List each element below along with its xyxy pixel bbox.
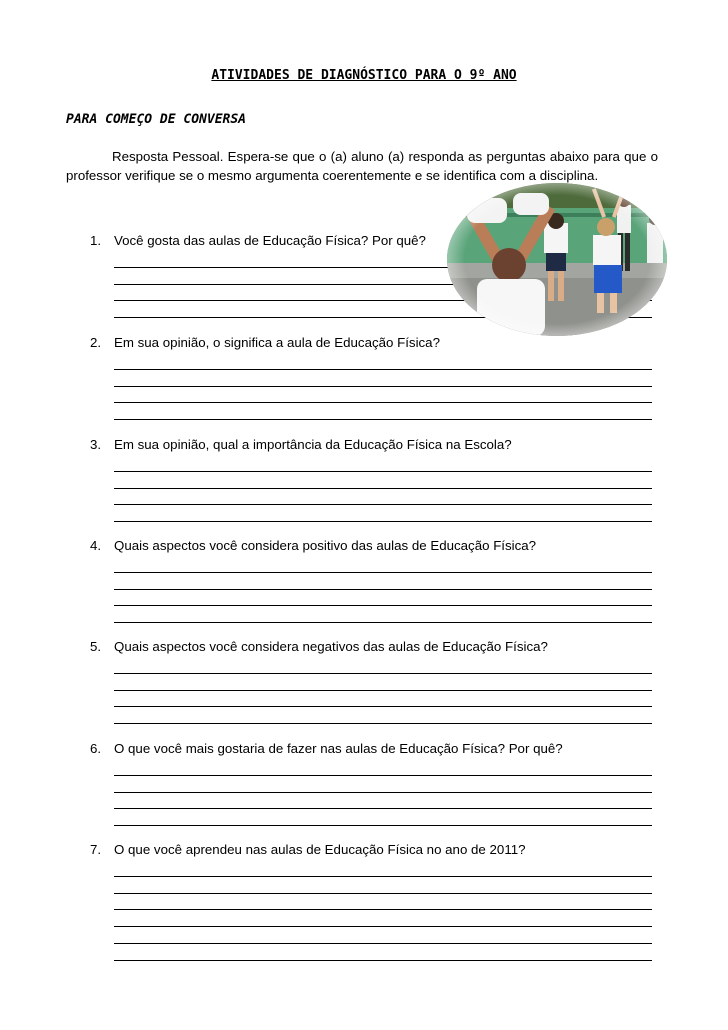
answer-lines[interactable] [114, 455, 660, 522]
answer-line[interactable] [114, 556, 652, 573]
answer-line[interactable] [114, 860, 652, 877]
answer-line[interactable] [114, 793, 652, 810]
answer-line[interactable] [114, 894, 652, 911]
answer-line[interactable] [114, 505, 652, 522]
answer-line[interactable] [114, 759, 652, 776]
question-label: Quais aspectos você considera positivo das aulas de Educação Física? [114, 538, 537, 553]
question-number: 7. [90, 842, 102, 857]
question-text [90, 334, 660, 351]
question-label: O que você aprendeu nas aulas de Educação Física no ano de 2011? [114, 842, 526, 857]
question-number: 4. [90, 538, 102, 553]
question-label: Em sua opinião, qual a importância da Educação Física na Escola? [114, 437, 512, 452]
section-heading: PARA COMEÇO DE CONVERSA [66, 112, 247, 127]
answer-line[interactable] [114, 370, 652, 387]
answer-lines[interactable] [114, 759, 660, 826]
answer-line[interactable] [114, 573, 652, 590]
answer-line[interactable] [114, 707, 652, 724]
answer-line[interactable] [114, 455, 652, 472]
question-text [90, 841, 660, 858]
question-text [90, 537, 660, 554]
question-7 [90, 841, 660, 961]
question-number: 5. [90, 639, 102, 654]
question-3 [90, 436, 660, 522]
answer-line[interactable] [114, 590, 652, 607]
question-5 [90, 638, 660, 724]
answer-line[interactable] [114, 910, 652, 927]
answer-line[interactable] [114, 657, 652, 674]
question-number: 1. [90, 233, 102, 248]
answer-lines[interactable] [114, 353, 660, 420]
answer-line[interactable] [114, 353, 652, 370]
question-label: Você gosta das aulas de Educação Física? Por quê? [114, 233, 426, 248]
question-6 [90, 740, 660, 826]
answer-line[interactable] [114, 674, 652, 691]
question-number: 2. [90, 335, 102, 350]
page-title: ATIVIDADES DE DIAGNÓSTICO PARA O 9º ANO [211, 68, 517, 83]
answer-line[interactable] [114, 809, 652, 826]
answer-lines[interactable] [114, 860, 660, 961]
answer-line[interactable] [114, 927, 652, 944]
answer-line[interactable] [114, 472, 652, 489]
answer-line[interactable] [114, 776, 652, 793]
question-number: 3. [90, 437, 102, 452]
answer-line[interactable] [114, 403, 652, 420]
question-number: 6. [90, 741, 102, 756]
answer-line[interactable] [114, 387, 652, 404]
question-label: O que você mais gostaria de fazer nas aulas de Educação Física? Por quê? [114, 741, 563, 756]
intro-paragraph: Resposta Pessoal. Espera-se que o (a) aluno (a) responda as perguntas abaixo para que o professor verifique se o mesmo argumenta coerentemente e se identifica com a disciplina. [66, 149, 658, 183]
answer-line[interactable] [114, 944, 652, 961]
question-text [90, 638, 660, 655]
question-label: Quais aspectos você considera negativos das aulas de Educação Física? [114, 639, 548, 654]
students-exercising-photo [447, 183, 667, 336]
answer-line[interactable] [114, 691, 652, 708]
question-label: Em sua opinião, o significa a aula de Educação Física? [114, 335, 440, 350]
question-text [90, 436, 660, 453]
answer-line[interactable] [114, 489, 652, 506]
answer-line[interactable] [114, 877, 652, 894]
question-text [90, 740, 660, 757]
answer-line[interactable] [114, 606, 652, 623]
answer-lines[interactable] [114, 657, 660, 724]
question-2 [90, 334, 660, 420]
answer-lines[interactable] [114, 556, 660, 623]
question-4 [90, 537, 660, 623]
